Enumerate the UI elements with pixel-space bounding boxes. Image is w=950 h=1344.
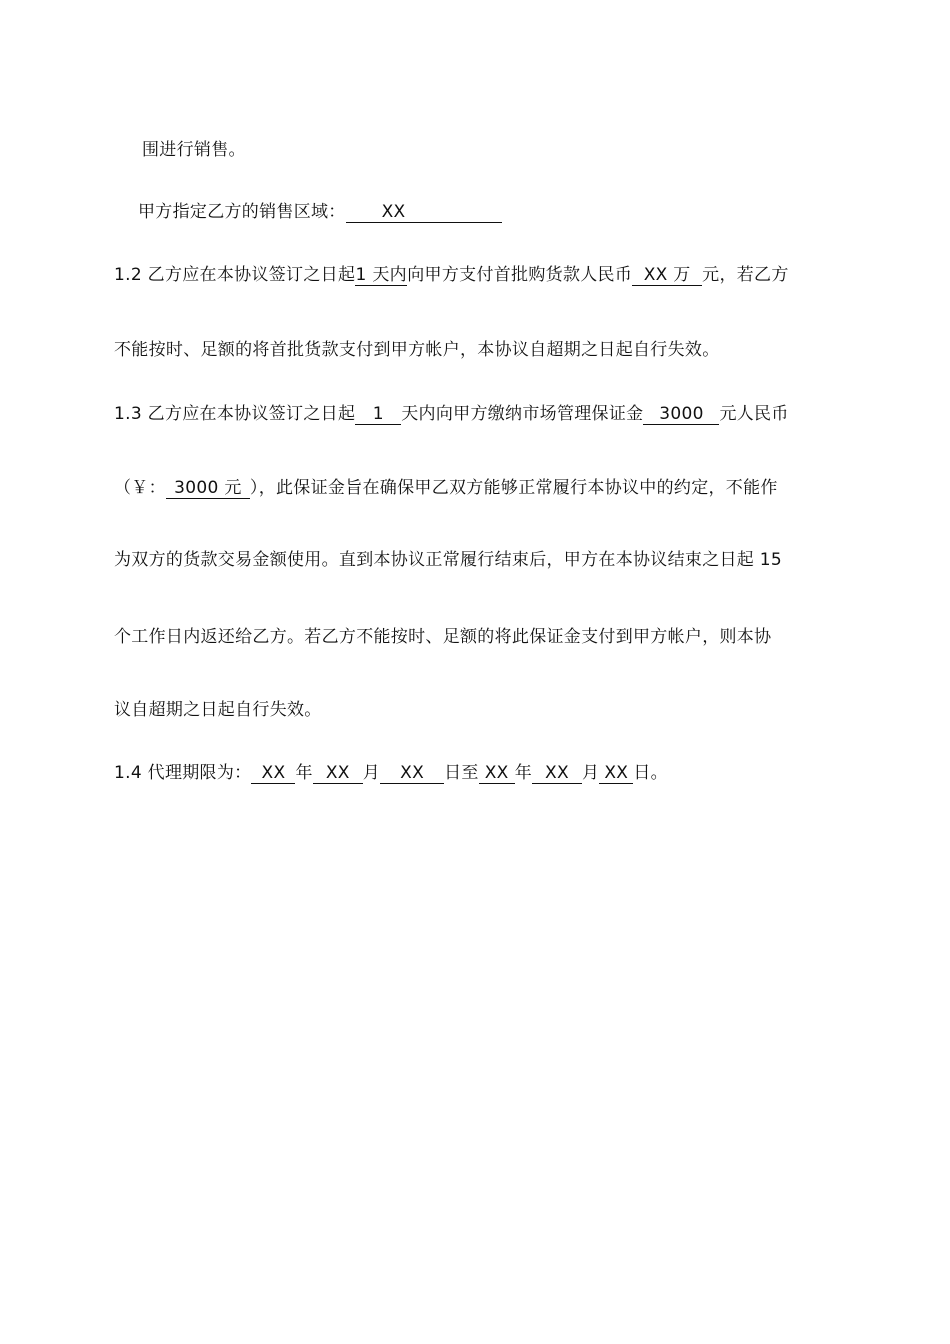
clause-1-3-line-1 <box>114 402 874 426</box>
sales-region-line <box>138 200 898 224</box>
start-month: XX <box>313 763 363 784</box>
clause-1-2-days: 1 天内 <box>355 265 407 285</box>
text-run: 个工作日内返还给乙方。若乙方不能按时、足额的将此保证金支付到甲方帐户，则本协 <box>114 627 772 647</box>
day-label: 日。 <box>633 763 668 783</box>
sales-region-label: 甲方指定乙方的销售区域： <box>138 202 346 222</box>
start-year: XX <box>251 763 295 784</box>
text-run: 为双方的货款交易金额使用。直到本协议正常履行结束后，甲方在本协议结束之日起 15 <box>114 550 783 570</box>
day-label: 日至 <box>444 763 479 783</box>
clause-1-3-line-4 <box>114 625 874 649</box>
clause-1-3-suffix: 元人民币 <box>719 404 789 424</box>
clause-1-2-line-2 <box>114 338 874 362</box>
year-label: 年 <box>295 763 313 783</box>
text-run: 议自超期之日起自行失效。 <box>114 700 322 720</box>
clause-1-3-line2-prefix: （￥： <box>114 478 166 498</box>
start-day: XX <box>380 763 444 784</box>
clause-1-3-days: 1 <box>355 404 401 425</box>
end-month: XX <box>532 763 582 784</box>
end-day: XX <box>599 763 633 784</box>
clause-1-4-prefix: 1.4 代理期限为： <box>114 763 252 783</box>
sales-region-value: XX <box>346 202 502 223</box>
clause-1-3-deposit: 3000 <box>643 404 719 425</box>
clause-1-2-line-1 <box>114 263 874 287</box>
clause-1-3-prefix: 1.3 乙方应在本协议签订之日起 <box>114 404 356 424</box>
month-label: 月 <box>362 763 381 783</box>
paragraph-line <box>142 138 902 162</box>
clause-1-3-line-3 <box>114 548 874 572</box>
clause-1-3-line-5 <box>114 698 874 722</box>
clause-1-3-line2-amount: 3000 元 <box>166 478 250 499</box>
clause-1-3-middle: 天内向甲方缴纳市场管理保证金 <box>401 404 644 424</box>
clause-1-4-line <box>114 761 874 785</box>
clause-1-3-line-2 <box>114 476 874 500</box>
clause-1-2-middle: 向甲方支付首批购货款人民币 <box>407 265 633 285</box>
end-year: XX <box>479 763 515 784</box>
text-run: 不能按时、足额的将首批货款支付到甲方帐户，本协议自超期之日起自行失效。 <box>114 340 720 360</box>
clause-1-2-suffix: 元，若乙方 <box>702 265 789 285</box>
clause-1-2-amount: XX 万 <box>632 265 702 286</box>
year-label: 年 <box>514 763 532 783</box>
clause-1-2-prefix: 1.2 乙方应在本协议签订之日起 <box>114 265 356 285</box>
text-run: 围进行销售。 <box>142 140 246 160</box>
clause-1-3-line2-suffix: ），此保证金旨在确保甲乙双方能够正常履行本协议中的约定，不能作 <box>249 478 778 498</box>
month-label: 月 <box>582 763 600 783</box>
